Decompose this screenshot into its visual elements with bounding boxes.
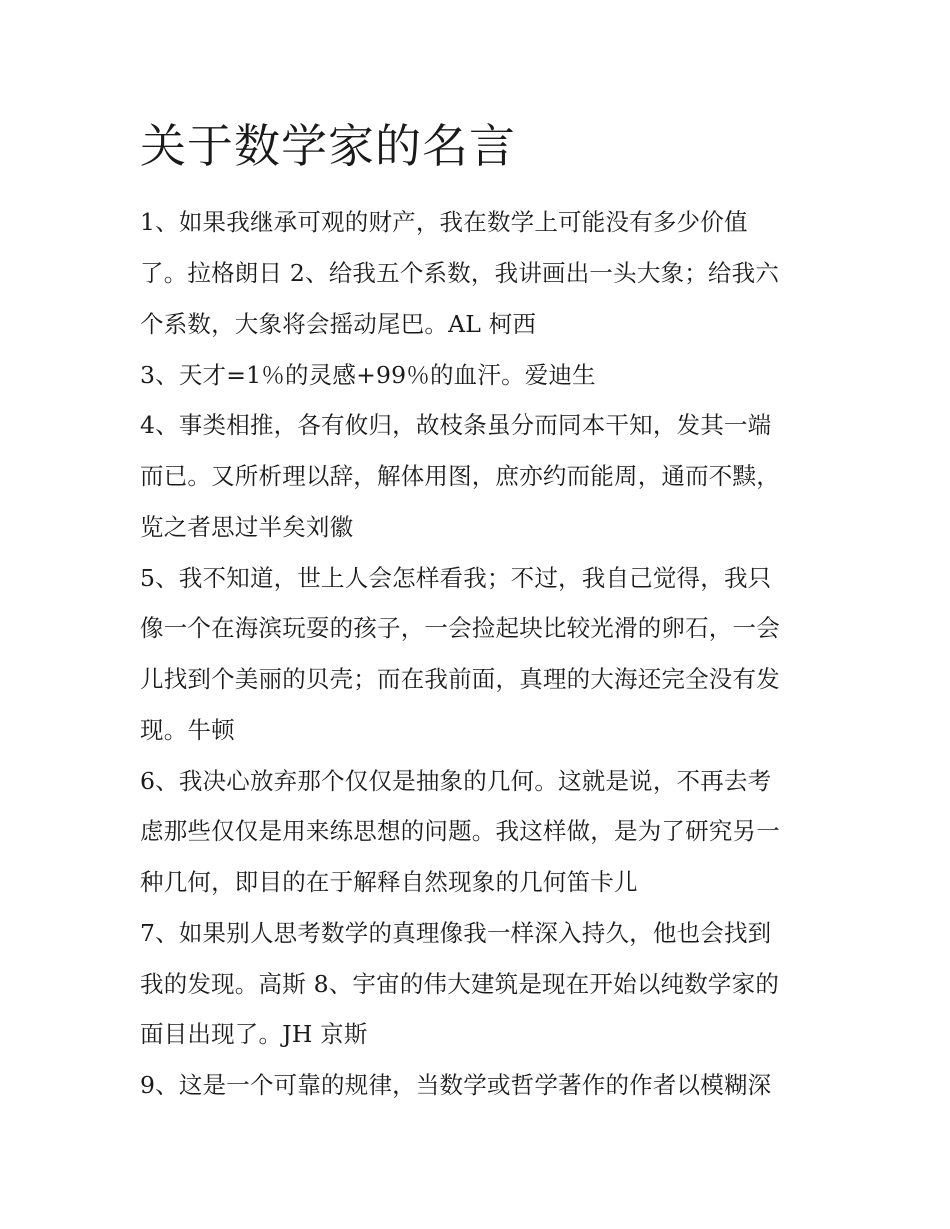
text-line: 览之者思过半矣刘徽 — [140, 513, 354, 541]
text-line: 9、这是一个可靠的规律，当数学或哲学著作的作者以模糊深 — [140, 1071, 772, 1099]
text-line: 虑那些仅仅是用来练思想的问题。我这样做，是为了研究另一 — [140, 817, 780, 845]
text-line: 7、如果别人思考数学的真理像我一样深入持久，他也会找到 — [140, 919, 772, 947]
page-title: 关于数学家的名言 — [140, 119, 516, 173]
text-line: 像一个在海滨玩耍的孩子，一会捡起块比较光滑的卵石，一会 — [140, 614, 780, 642]
text-line: 我的发现。高斯 8、宇宙的伟大建筑是现在开始以纯数学家的 — [140, 970, 780, 998]
text-line: 面目出现了。JH 京斯 — [140, 1020, 368, 1048]
text-line: 儿找到个美丽的贝壳；而在我前面，真理的大海还完全没有发 — [140, 665, 780, 693]
text-line: 1、如果我继承可观的财产，我在数学上可能没有多少价值 — [140, 208, 748, 236]
text-line: 个系数，大象将会摇动尾巴。AL 柯西 — [140, 310, 537, 338]
text-line: 而已。又所析理以辞，解体用图，庶亦约而能周，通而不黩， — [140, 462, 780, 490]
text-line: 3、天才=1％的灵感+99％的血汗。爱迪生 — [140, 361, 596, 389]
text-line: 6、我决心放弃那个仅仅是抽象的几何。这就是说，不再去考 — [140, 767, 772, 795]
text-line: 种几何，即目的在于解释自然现象的几何笛卡儿 — [140, 868, 638, 896]
text-line: 4、事类相推，各有攸归，故枝条虽分而同本干知，发其一端 — [140, 411, 772, 439]
text-line: 5、我不知道，世上人会怎样看我；不过，我自己觉得，我只 — [140, 564, 772, 592]
text-line: 了。拉格朗日 2、给我五个系数，我讲画出一头大象；给我六 — [140, 259, 780, 287]
text-line: 现。牛顿 — [140, 716, 235, 744]
